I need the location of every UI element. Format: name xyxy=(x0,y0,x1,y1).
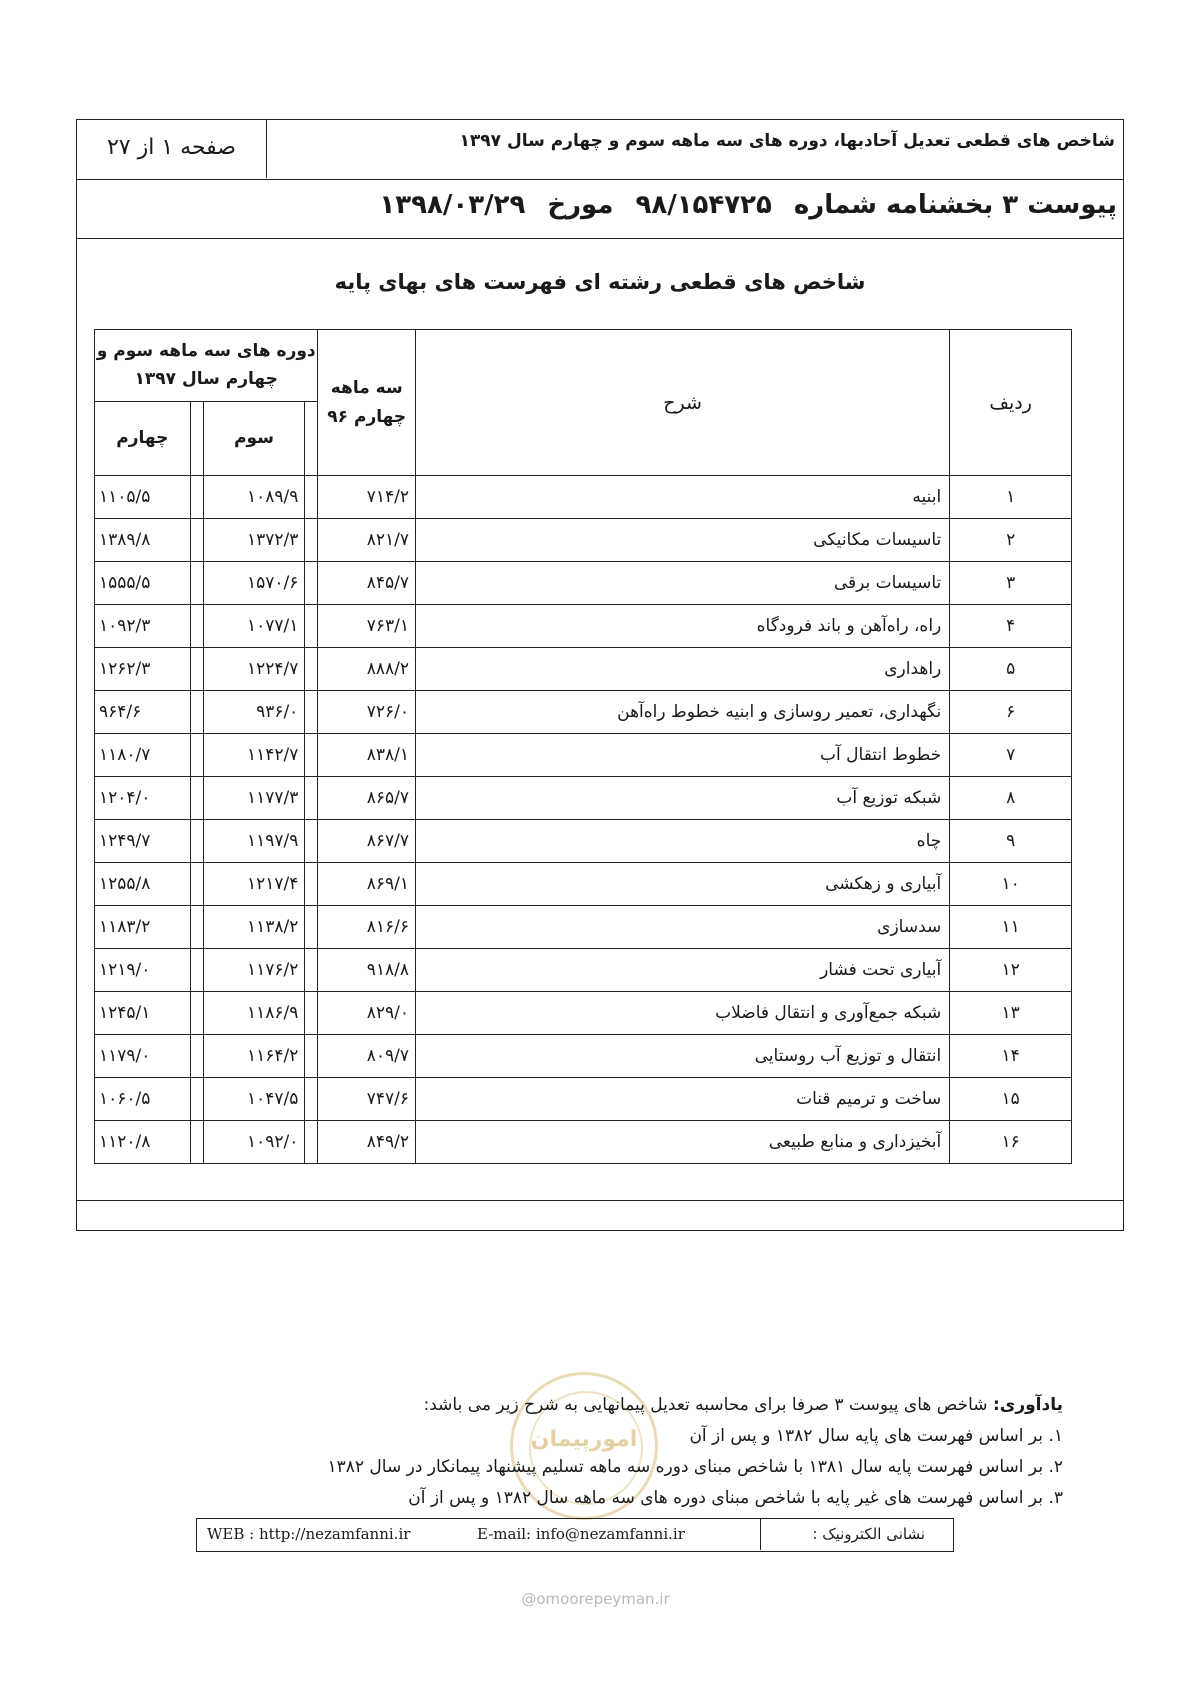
cell-fourth: ۱۲۴۵/۱ xyxy=(95,992,191,1035)
cell-spacer xyxy=(305,476,318,519)
cell-third: ۱۰۴۷/۵ xyxy=(203,1078,305,1121)
annex-number: ۹۸/۱۵۴۷۲۵ xyxy=(635,190,772,220)
table-row xyxy=(95,992,1072,1035)
cell-spacer xyxy=(305,605,318,648)
cell-q4-96: ۷۲۶/۰ xyxy=(318,691,416,734)
table-row xyxy=(95,863,1072,906)
cell-radif: ۱۱ xyxy=(950,906,1072,949)
cell-spacer xyxy=(190,605,203,648)
cell-spacer xyxy=(190,992,203,1035)
cell-fourth: ۱۱۷۹/۰ xyxy=(95,1035,191,1078)
cell-spacer xyxy=(305,734,318,777)
cell-q4-96: ۸۴۹/۲ xyxy=(318,1121,416,1164)
cell-sharh: تاسیسات مکانیکی xyxy=(416,519,950,562)
cell-spacer xyxy=(305,1121,318,1164)
cell-spacer xyxy=(190,691,203,734)
table-row xyxy=(95,691,1072,734)
cell-sharh: آبیاری تحت فشار xyxy=(416,949,950,992)
cell-q4-96: ۸۲۹/۰ xyxy=(318,992,416,1035)
notes-lead: یادآوری: xyxy=(992,1395,1063,1415)
cell-third: ۱۵۷۰/۶ xyxy=(203,562,305,605)
cell-radif: ۱۳ xyxy=(950,992,1072,1035)
cell-sharh: خطوط انتقال آب xyxy=(416,734,950,777)
annex-date-label: مورخ xyxy=(547,190,614,220)
cell-third: ۱۲۱۷/۴ xyxy=(203,863,305,906)
table-row xyxy=(95,562,1072,605)
contact-box xyxy=(196,1518,954,1552)
cell-spacer xyxy=(305,820,318,863)
contact-email[interactable]: E-mail: info@nezamfanni.ir xyxy=(477,1525,685,1543)
cell-q4-96: ۸۶۵/۷ xyxy=(318,777,416,820)
cell-q4-96: ۹۱۸/۸ xyxy=(318,949,416,992)
cell-radif: ۹ xyxy=(950,820,1072,863)
cell-q4-96: ۸۸۸/۲ xyxy=(318,648,416,691)
cell-sharh: آبخیزداری و منابع طبیعی xyxy=(416,1121,950,1164)
cell-third: ۱۰۷۷/۱ xyxy=(203,605,305,648)
cell-q4-96: ۸۶۷/۷ xyxy=(318,820,416,863)
header-radif: ردیف xyxy=(950,330,1072,476)
cell-radif: ۱ xyxy=(950,476,1072,519)
cell-spacer xyxy=(190,519,203,562)
cell-fourth: ۱۰۶۰/۵ xyxy=(95,1078,191,1121)
annex-heading xyxy=(357,190,1117,220)
cell-spacer xyxy=(305,562,318,605)
document-title: شاخص های قطعی تعدیل آحادبها، دوره های سه ماهه سوم و چهارم سال ۱۳۹۷ xyxy=(459,131,1115,151)
table-row xyxy=(95,476,1072,519)
cell-spacer xyxy=(190,949,203,992)
cell-third: ۱۲۲۴/۷ xyxy=(203,648,305,691)
cell-q4-96: ۷۶۳/۱ xyxy=(318,605,416,648)
header-spacer xyxy=(305,401,318,475)
notes-item: ۱. بر اساس فهرست های پایه سال ۱۳۸۲ و پس از آن xyxy=(689,1426,1063,1446)
cell-sharh: شبکه توزیع آب xyxy=(416,777,950,820)
stamp-text: امورپیمان xyxy=(530,1427,638,1452)
cell-fourth: ۱۵۵۵/۵ xyxy=(95,562,191,605)
cell-spacer xyxy=(305,691,318,734)
cell-spacer xyxy=(305,1035,318,1078)
cell-sharh: راه، راه‌آهن و باند فرودگاه xyxy=(416,605,950,648)
frame-divider xyxy=(77,1200,1123,1201)
cell-sharh: آبیاری و زهکشی xyxy=(416,863,950,906)
cell-q4-96: ۸۶۹/۱ xyxy=(318,863,416,906)
header-sharh: شرح xyxy=(416,330,950,476)
cell-spacer xyxy=(305,992,318,1035)
cell-radif: ۱۰ xyxy=(950,863,1072,906)
cell-spacer xyxy=(305,519,318,562)
cell-radif: ۵ xyxy=(950,648,1072,691)
index-table xyxy=(94,329,1072,1164)
cell-radif: ۱۶ xyxy=(950,1121,1072,1164)
cell-radif: ۲ xyxy=(950,519,1072,562)
contact-web[interactable]: WEB : http://nezamfanni.ir xyxy=(207,1525,411,1543)
cell-third: ۱۳۷۲/۳ xyxy=(203,519,305,562)
cell-spacer xyxy=(305,648,318,691)
cell-spacer xyxy=(190,777,203,820)
cell-q4-96: ۸۴۵/۷ xyxy=(318,562,416,605)
cell-fourth: ۱۲۵۵/۸ xyxy=(95,863,191,906)
cell-sharh: انتقال و توزیع آب روستایی xyxy=(416,1035,950,1078)
cell-sharh: راهداری xyxy=(416,648,950,691)
cell-spacer xyxy=(305,949,318,992)
cell-q4-96: ۷۴۷/۶ xyxy=(318,1078,416,1121)
cell-fourth: ۱۱۸۳/۲ xyxy=(95,906,191,949)
cell-radif: ۱۲ xyxy=(950,949,1072,992)
page-number: صفحه ۱ از ۲۷ xyxy=(77,120,267,178)
cell-fourth: ۱۱۸۰/۷ xyxy=(95,734,191,777)
annex-row xyxy=(77,180,1123,239)
cell-radif: ۷ xyxy=(950,734,1072,777)
table-row xyxy=(95,777,1072,820)
table-row xyxy=(95,605,1072,648)
cell-q4-96: ۸۳۸/۱ xyxy=(318,734,416,777)
header-row xyxy=(77,120,1123,180)
cell-third: ۱۱۸۶/۹ xyxy=(203,992,305,1035)
header-group-1397: دوره های سه ماهه سوم و چهارم سال ۱۳۹۷ xyxy=(95,330,318,402)
cell-radif: ۸ xyxy=(950,777,1072,820)
contact-label: نشانی الکترونیک : xyxy=(760,1519,953,1550)
cell-spacer xyxy=(190,562,203,605)
table-title: شاخص های قطعی رشته ای فهرست های بهای پایه xyxy=(334,270,866,294)
cell-sharh: چاه xyxy=(416,820,950,863)
cell-fourth: ۱۲۴۹/۷ xyxy=(95,820,191,863)
cell-third: ۱۱۹۷/۹ xyxy=(203,820,305,863)
watermark: @omoorepeyman.ir xyxy=(521,1590,670,1608)
cell-fourth: ۱۲۱۹/۰ xyxy=(95,949,191,992)
cell-third: ۱۱۳۸/۲ xyxy=(203,906,305,949)
notes-item: ۲. بر اساس فهرست پایه سال ۱۳۸۱ با شاخص مبنای دوره سه ماهه تسلیم پیشنهاد پیمانکار در سال ۱۳۸۲ xyxy=(327,1457,1063,1477)
cell-spacer xyxy=(190,476,203,519)
table-row xyxy=(95,648,1072,691)
cell-third: ۱۱۴۲/۷ xyxy=(203,734,305,777)
cell-spacer xyxy=(190,648,203,691)
header-fourth: چهارم xyxy=(95,401,191,475)
cell-fourth: ۱۳۸۹/۸ xyxy=(95,519,191,562)
table-row xyxy=(95,1121,1072,1164)
cell-third: ۱۰۹۲/۰ xyxy=(203,1121,305,1164)
table-row xyxy=(95,820,1072,863)
notes-section xyxy=(163,1390,1063,1514)
cell-q4-96: ۷۱۴/۲ xyxy=(318,476,416,519)
table-row xyxy=(95,1078,1072,1121)
notes-item: ۳. بر اساس فهرست های غیر پایه با شاخص مبنای دوره های سه ماهه سال ۱۳۸۲ و پس از آن xyxy=(408,1488,1063,1508)
annex-date: ۱۳۹۸/۰۳/۲۹ xyxy=(379,190,526,220)
cell-spacer xyxy=(190,734,203,777)
cell-spacer xyxy=(305,777,318,820)
cell-q4-96: ۸۲۱/۷ xyxy=(318,519,416,562)
cell-sharh: ابنیه xyxy=(416,476,950,519)
cell-spacer xyxy=(190,906,203,949)
cell-spacer xyxy=(190,820,203,863)
cell-radif: ۶ xyxy=(950,691,1072,734)
cell-sharh: سدسازی xyxy=(416,906,950,949)
header-q4-96: سه ماهه چهارم ۹۶ xyxy=(318,330,416,476)
table-row xyxy=(95,519,1072,562)
cell-sharh: نگهداری، تعمیر روسازی و ابنیه خطوط راه‌آهن xyxy=(416,691,950,734)
header-third: سوم xyxy=(203,401,305,475)
cell-spacer xyxy=(190,1035,203,1078)
cell-third: ۹۳۶/۰ xyxy=(203,691,305,734)
cell-spacer xyxy=(305,1078,318,1121)
cell-fourth: ۹۶۴/۶ xyxy=(95,691,191,734)
notes-intro: شاخص های پیوست ۳ صرفا برای محاسبه تعدیل پیمانهایی به شرح زیر می باشد: xyxy=(423,1395,988,1415)
cell-fourth: ۱۰۹۲/۳ xyxy=(95,605,191,648)
cell-fourth: ۱۱۲۰/۸ xyxy=(95,1121,191,1164)
cell-sharh: تاسیسات برقی xyxy=(416,562,950,605)
cell-sharh: ساخت و ترمیم قنات xyxy=(416,1078,950,1121)
table-row xyxy=(95,906,1072,949)
cell-q4-96: ۸۰۹/۷ xyxy=(318,1035,416,1078)
cell-spacer xyxy=(190,863,203,906)
table-row xyxy=(95,949,1072,992)
cell-sharh: شبکه جمع‌آوری و انتقال فاضلاب xyxy=(416,992,950,1035)
cell-spacer xyxy=(305,906,318,949)
annex-label: پیوست ۳ بخشنامه شماره xyxy=(793,190,1117,220)
cell-radif: ۴ xyxy=(950,605,1072,648)
cell-third: ۱۱۷۶/۲ xyxy=(203,949,305,992)
cell-fourth: ۱۲۶۲/۳ xyxy=(95,648,191,691)
cell-third: ۱۰۸۹/۹ xyxy=(203,476,305,519)
cell-spacer xyxy=(190,1121,203,1164)
table-row xyxy=(95,1035,1072,1078)
document-frame xyxy=(76,119,1124,1231)
cell-third: ۱۱۷۷/۳ xyxy=(203,777,305,820)
header-spacer xyxy=(190,401,203,475)
cell-fourth: ۱۱۰۵/۵ xyxy=(95,476,191,519)
cell-radif: ۱۵ xyxy=(950,1078,1072,1121)
table-row xyxy=(95,734,1072,777)
cell-spacer xyxy=(305,863,318,906)
cell-fourth: ۱۲۰۴/۰ xyxy=(95,777,191,820)
cell-third: ۱۱۶۴/۲ xyxy=(203,1035,305,1078)
cell-radif: ۳ xyxy=(950,562,1072,605)
cell-q4-96: ۸۱۶/۶ xyxy=(318,906,416,949)
cell-radif: ۱۴ xyxy=(950,1035,1072,1078)
cell-spacer xyxy=(190,1078,203,1121)
